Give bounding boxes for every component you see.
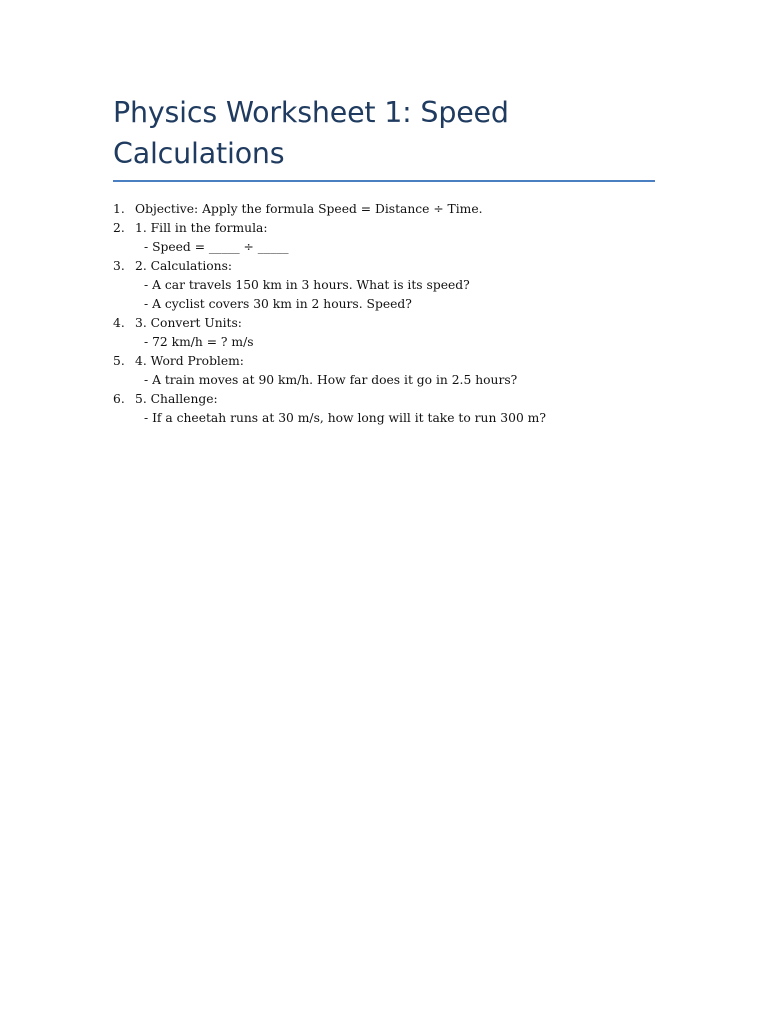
title-underline — [113, 180, 655, 182]
list-item — [113, 314, 673, 352]
list-subitem: - A cyclist covers 30 km in 2 hours. Speed? — [144, 297, 412, 311]
list-item-text: Objective: Apply the formula Speed = Distance ÷ Time. — [135, 202, 483, 216]
list-subitem: - If a cheetah runs at 30 m/s, how long will it take to run 300 m? — [144, 411, 546, 425]
list-item — [113, 257, 673, 314]
list-subitem: - A car travels 150 km in 3 hours. What is its speed? — [144, 278, 470, 292]
list-item-text: 4. Word Problem: — [135, 354, 244, 368]
list-item — [113, 200, 673, 219]
list-number: 5. — [113, 354, 125, 368]
list-item-text: 3. Convert Units: — [135, 316, 242, 330]
list-number: 3. — [113, 259, 125, 273]
list-subitem: - Speed = _____ ÷ _____ — [144, 240, 289, 254]
page-title: Physics Worksheet 1: Speed Calculations — [113, 96, 509, 170]
list-subitem: - A train moves at 90 km/h. How far does it go in 2.5 hours? — [144, 373, 518, 387]
list-subitem: - 72 km/h = ? m/s — [144, 335, 254, 349]
list-item — [113, 390, 673, 428]
list-number: 4. — [113, 316, 125, 330]
list-item-text: 1. Fill in the formula: — [135, 221, 268, 235]
worksheet-list — [113, 200, 673, 428]
list-item — [113, 219, 673, 257]
list-number: 1. — [113, 202, 125, 216]
list-item-text: 2. Calculations: — [135, 259, 233, 273]
list-item — [113, 352, 673, 390]
list-number: 2. — [113, 221, 125, 235]
list-number: 6. — [113, 392, 125, 406]
title-block — [113, 92, 655, 174]
list-item-text: 5. Challenge: — [135, 392, 218, 406]
